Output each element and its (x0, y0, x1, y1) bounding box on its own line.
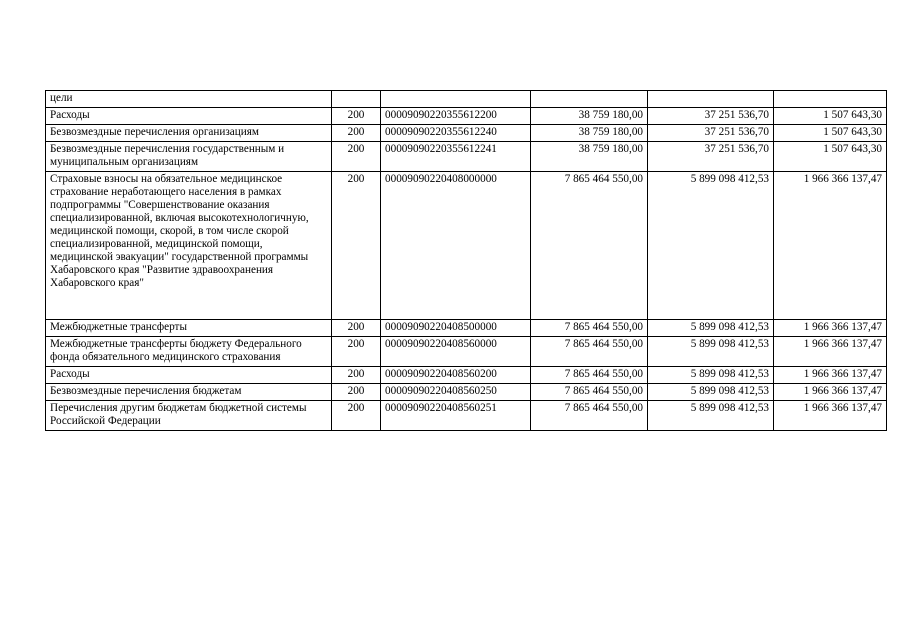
row-plan-cell: 7 865 464 550,00 (531, 384, 648, 401)
table-row (46, 91, 887, 108)
row-remaining-cell: 1 966 366 137,47 (774, 337, 887, 367)
budget-table-body (46, 91, 887, 431)
row-name-cell: Межбюджетные трансферты (46, 320, 332, 337)
row-name-cell: Расходы (46, 108, 332, 125)
row-classification-cell: 00009090220408500000 (381, 320, 531, 337)
row-code-cell: 200 (332, 367, 381, 384)
row-code-cell: 200 (332, 384, 381, 401)
row-code-cell: 200 (332, 401, 381, 431)
table-row (46, 384, 887, 401)
row-name-cell: цели (46, 91, 332, 108)
row-remaining-cell: 1 507 643,30 (774, 108, 887, 125)
row-remaining-cell: 1 966 366 137,47 (774, 367, 887, 384)
row-executed-cell: 5 899 098 412,53 (648, 320, 774, 337)
row-plan-cell: 38 759 180,00 (531, 125, 648, 142)
row-plan-cell: 7 865 464 550,00 (531, 367, 648, 384)
row-code-cell: 200 (332, 142, 381, 172)
row-remaining-cell: 1 966 366 137,47 (774, 384, 887, 401)
table-row (46, 142, 887, 172)
row-executed-cell (648, 91, 774, 108)
row-plan-cell: 38 759 180,00 (531, 108, 648, 125)
row-remaining-cell: 1 507 643,30 (774, 142, 887, 172)
row-executed-cell: 37 251 536,70 (648, 142, 774, 172)
row-executed-cell: 5 899 098 412,53 (648, 337, 774, 367)
row-name-cell: Расходы (46, 367, 332, 384)
row-name-cell: Межбюджетные трансферты бюджету Федерального фонда обязательного медицинского страхования (46, 337, 332, 367)
row-classification-cell: 00009090220408560251 (381, 401, 531, 431)
row-classification-cell: 00009090220355612240 (381, 125, 531, 142)
table-row (46, 337, 887, 367)
budget-table (45, 90, 887, 431)
row-remaining-cell: 1 966 366 137,47 (774, 401, 887, 431)
row-code-cell: 200 (332, 108, 381, 125)
row-name-cell: Перечисления другим бюджетам бюджетной системы Российской Федерации (46, 401, 332, 431)
row-plan-cell: 7 865 464 550,00 (531, 320, 648, 337)
row-plan-cell: 7 865 464 550,00 (531, 172, 648, 320)
row-remaining-cell: 1 966 366 137,47 (774, 172, 887, 320)
row-classification-cell: 00009090220408560200 (381, 367, 531, 384)
row-code-cell: 200 (332, 337, 381, 367)
row-executed-cell: 5 899 098 412,53 (648, 401, 774, 431)
row-remaining-cell: 1 966 366 137,47 (774, 320, 887, 337)
row-classification-cell: 00009090220355612200 (381, 108, 531, 125)
row-plan-cell (531, 91, 648, 108)
row-executed-cell: 5 899 098 412,53 (648, 172, 774, 320)
row-code-cell (332, 91, 381, 108)
row-name-cell: Страховые взносы на обязательное медицинское страхование неработающего населения в рамках подпрограммы "Совершенствование оказания специализированной, включая высокотехнологичную, медицинской помощи, скорой, в том числе скорой специализированной, медицинской помощи, медицинской эвакуации" государственной программы Хабаровского края "Развитие здравоохранения Хабаровского края" (46, 172, 332, 320)
row-plan-cell: 7 865 464 550,00 (531, 401, 648, 431)
row-plan-cell: 7 865 464 550,00 (531, 337, 648, 367)
row-remaining-cell (774, 91, 887, 108)
table-row (46, 108, 887, 125)
row-classification-cell: 00009090220355612241 (381, 142, 531, 172)
row-remaining-cell: 1 507 643,30 (774, 125, 887, 142)
row-classification-cell (381, 91, 531, 108)
table-row (46, 401, 887, 431)
row-executed-cell: 5 899 098 412,53 (648, 367, 774, 384)
row-executed-cell: 37 251 536,70 (648, 125, 774, 142)
row-name-cell: Безвозмездные перечисления бюджетам (46, 384, 332, 401)
row-executed-cell: 5 899 098 412,53 (648, 384, 774, 401)
row-name-cell: Безвозмездные перечисления организациям (46, 125, 332, 142)
row-executed-cell: 37 251 536,70 (648, 108, 774, 125)
table-row (46, 367, 887, 384)
row-code-cell: 200 (332, 172, 381, 320)
row-classification-cell: 00009090220408560250 (381, 384, 531, 401)
row-name-cell: Безвозмездные перечисления государственным и муниципальным организациям (46, 142, 332, 172)
table-row (46, 172, 887, 320)
table-row (46, 320, 887, 337)
row-plan-cell: 38 759 180,00 (531, 142, 648, 172)
row-code-cell: 200 (332, 320, 381, 337)
row-code-cell: 200 (332, 125, 381, 142)
row-classification-cell: 00009090220408000000 (381, 172, 531, 320)
row-classification-cell: 00009090220408560000 (381, 337, 531, 367)
table-row (46, 125, 887, 142)
